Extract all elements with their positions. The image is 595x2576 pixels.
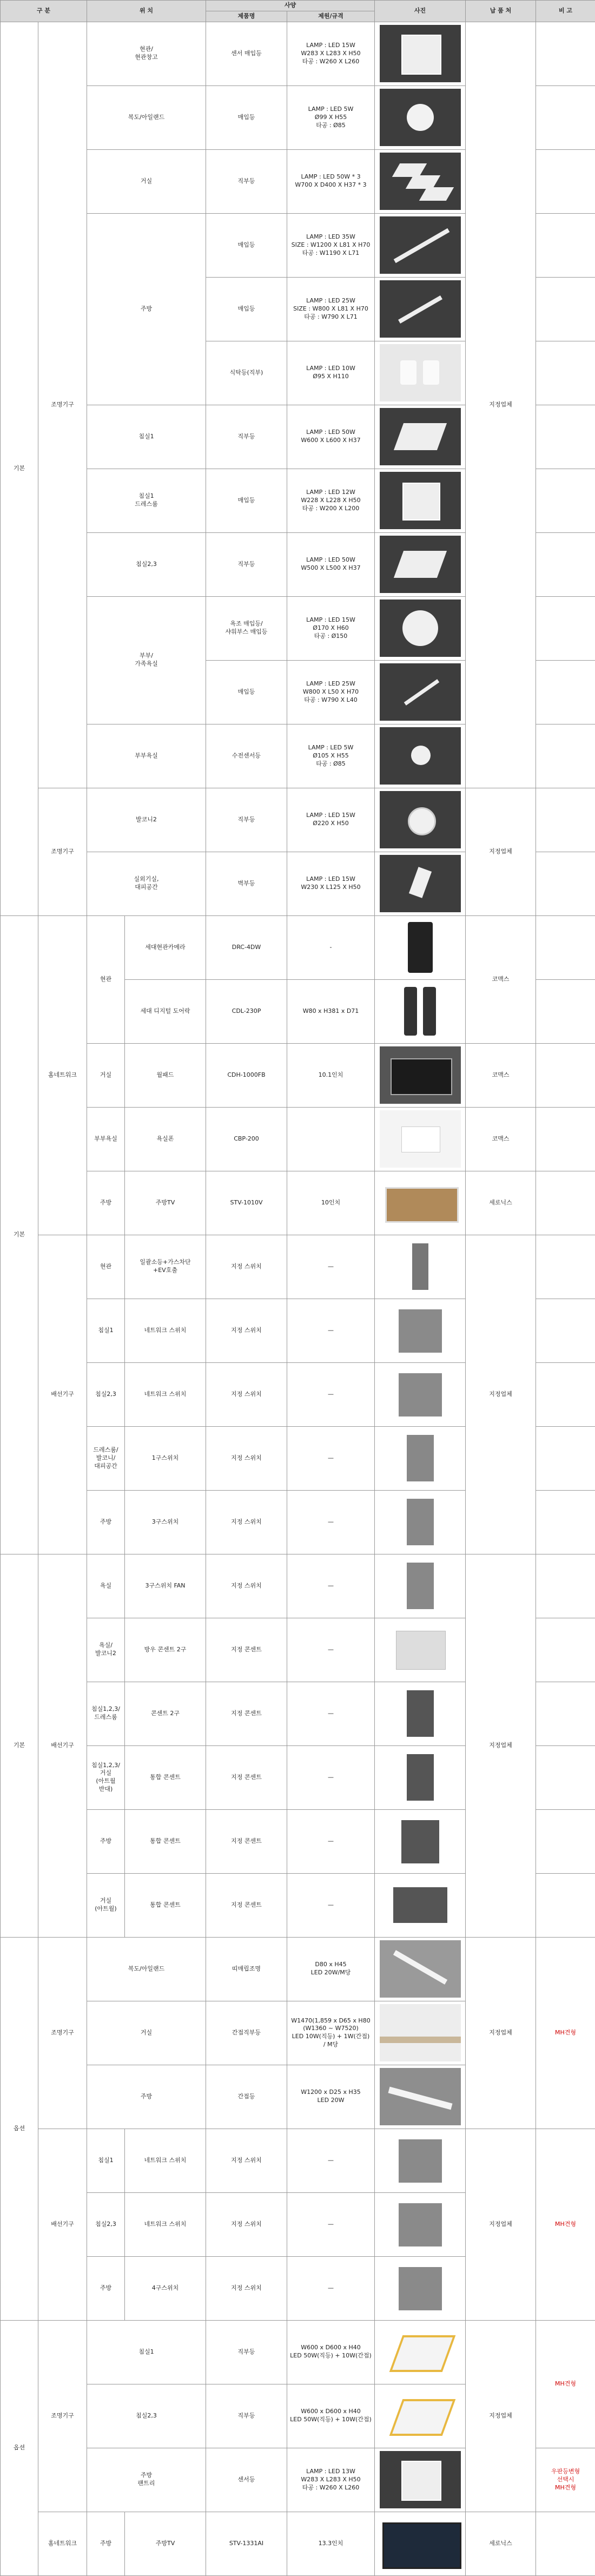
spec-cell: LAMP : LED 15W Ø220 X H50 xyxy=(287,788,375,852)
photo-cell xyxy=(375,2129,466,2192)
sub-cell: 일괄소등+가스차단 +EV호출 xyxy=(125,1235,206,1299)
product-photo xyxy=(380,408,461,465)
product-cell: 지정 스위치 xyxy=(206,1235,287,1299)
note-cell: MH견형 xyxy=(536,2129,595,2320)
photo-cell xyxy=(375,1873,466,1937)
vendor-cell: 지정업체 xyxy=(466,2129,536,2320)
note-cell xyxy=(536,85,595,149)
photo-cell xyxy=(375,1745,466,1809)
product-photo xyxy=(380,1940,461,1998)
location-cell: 주방 xyxy=(87,2512,125,2575)
photo-cell xyxy=(375,2384,466,2448)
product-photo xyxy=(380,1557,461,1615)
sub-cell: 3구스위치 xyxy=(125,1490,206,1554)
product-photo xyxy=(380,25,461,82)
spec-cell: LAMP : LED 50W W600 X L600 X H37 xyxy=(287,405,375,469)
vendor-cell: 지정업체 xyxy=(466,1235,536,1554)
spec-cell: — xyxy=(287,1618,375,1682)
vendor-cell: 지정업체 xyxy=(466,1554,536,1937)
note-cell xyxy=(536,979,595,1043)
photo-cell xyxy=(375,1426,466,1490)
photo-cell xyxy=(375,277,466,341)
spec-cell: LAMP : LED 25W SIZE : W800 X L81 X H70 타공 : W790 X L71 xyxy=(287,277,375,341)
product-cell: 지정 스위치 xyxy=(206,1362,287,1426)
photo-cell xyxy=(375,1554,466,1618)
group-cell: 배선기구 xyxy=(38,2129,87,2320)
location-cell: 침실1 xyxy=(87,1299,125,1362)
product-photo xyxy=(380,1429,461,1487)
product-cell: 센서 매입등 xyxy=(206,22,287,85)
product-cell: 간접등 xyxy=(206,2065,287,2129)
location-cell: 실외기실, 대피공간 xyxy=(87,852,206,915)
note-cell xyxy=(536,1043,595,1107)
location-cell: 현관 xyxy=(87,1235,125,1299)
location-cell: 거실 xyxy=(87,149,206,213)
product-photo xyxy=(380,1366,461,1423)
spec-cell: — xyxy=(287,1682,375,1745)
note-cell xyxy=(536,1299,595,1362)
product-photo xyxy=(380,2451,461,2508)
sub-cell: 욕실폰 xyxy=(125,1107,206,1171)
photo-cell xyxy=(375,2320,466,2384)
photo-cell xyxy=(375,2192,466,2256)
product-cell: 지정 스위치 xyxy=(206,1299,287,1362)
vendor-cell: 세로닉스 xyxy=(466,1171,536,1235)
product-photo xyxy=(380,153,461,210)
photo-cell xyxy=(375,2001,466,2065)
spec-cell: 13.3인치 xyxy=(287,2512,375,2575)
spec-cell: W600 x D600 x H40 LED 50W(직등) + 10W(간접) xyxy=(287,2320,375,2384)
photo-cell xyxy=(375,1362,466,1426)
note-cell xyxy=(536,1809,595,1873)
product-cell: 매입등 xyxy=(206,660,287,724)
sub-cell: 네트워크 스위치 xyxy=(125,2129,206,2192)
product-cell: 수전센서등 xyxy=(206,724,287,788)
note-cell xyxy=(536,596,595,660)
product-cell: 띠매립조명 xyxy=(206,1937,287,2001)
photo-cell xyxy=(375,532,466,596)
photo-cell xyxy=(375,1107,466,1171)
sub-cell: 네트워크 스위치 xyxy=(125,1299,206,1362)
product-photo xyxy=(380,791,461,848)
product-cell: 지정 콘센트 xyxy=(206,1618,287,1682)
note-cell xyxy=(536,405,595,469)
location-cell: 발코니2 xyxy=(87,788,206,852)
sub-cell: 네트워크 스위치 xyxy=(125,1362,206,1426)
product-photo xyxy=(380,1493,461,1551)
note-cell xyxy=(536,2512,595,2575)
note-cell xyxy=(536,213,595,277)
vendor-cell: 코맥스 xyxy=(466,1107,536,1171)
spec-cell: — xyxy=(287,2129,375,2192)
spec-cell: — xyxy=(287,1873,375,1937)
product-photo xyxy=(380,1110,461,1168)
product-photo xyxy=(380,2323,461,2381)
spec-cell: — xyxy=(287,1299,375,1362)
group-cell: 배선기구 xyxy=(38,1235,87,1554)
note-cell xyxy=(536,469,595,532)
spec-cell: W1470(1,859 x D65 x H80 (W1360 ~ W7520) LED 10W(직등) + 1W(간접) / M당 xyxy=(287,2001,375,2065)
photo-cell xyxy=(375,2512,466,2575)
note-cell xyxy=(536,915,595,979)
product-photo xyxy=(380,1813,461,1870)
location-cell: 현관 xyxy=(87,915,125,1043)
product-photo xyxy=(380,1621,461,1678)
product-photo xyxy=(380,1174,461,1231)
note-cell: MH견형 xyxy=(536,2320,595,2448)
photo-cell xyxy=(375,1490,466,1554)
vendor-cell: 지정업체 xyxy=(466,2320,536,2512)
photo-cell xyxy=(375,149,466,213)
group-cell: 조명기구 xyxy=(38,1937,87,2129)
spec-cell: — xyxy=(287,1235,375,1299)
note-cell xyxy=(536,788,595,852)
sub-cell: 세대현관카메라 xyxy=(125,915,206,979)
location-cell: 복도/아일랜드 xyxy=(87,1937,206,2001)
note-cell xyxy=(536,1745,595,1809)
header-division: 구 분 xyxy=(1,1,87,22)
location-cell: 주방 xyxy=(87,1490,125,1554)
group-cell: 배선기구 xyxy=(38,1554,87,1937)
product-cell: 직부등 xyxy=(206,2384,287,2448)
header-product: 제품명 xyxy=(206,11,287,22)
product-photo xyxy=(380,663,461,721)
product-cell: 지정 스위치 xyxy=(206,2192,287,2256)
photo-cell xyxy=(375,852,466,915)
photo-cell xyxy=(375,1618,466,1682)
header-model: 제원/규격 xyxy=(287,11,375,22)
vendor-cell: 지정업체 xyxy=(466,788,536,915)
location-cell: 침실2,3 xyxy=(87,1362,125,1426)
note-cell xyxy=(536,1554,595,1618)
note-cell xyxy=(536,852,595,915)
group-cell: 조명기구 xyxy=(38,788,87,915)
spec-cell: - xyxy=(287,915,375,979)
header-spec: 사양 xyxy=(206,1,375,11)
group-cell: 홈네트워크 xyxy=(38,2512,87,2575)
note-cell xyxy=(536,149,595,213)
spec-cell: LAMP : LED 12W W228 X L228 X H50 타공 : W200 X L200 xyxy=(287,469,375,532)
sub-cell: 통합 콘센트 xyxy=(125,1809,206,1873)
sub-cell: 3구스위치 FAN xyxy=(125,1554,206,1618)
product-cell: DRC-4DW xyxy=(206,915,287,979)
location-cell: 주방 xyxy=(87,2065,206,2129)
group-cell: 조명기구 xyxy=(38,22,87,788)
sub-cell: 주방TV xyxy=(125,1171,206,1235)
product-cell: 지정 스위치 xyxy=(206,1490,287,1554)
note-cell: 우판등변형 선택시 MH견형 xyxy=(536,2448,595,2512)
sub-cell: 세대 디지털 도어락 xyxy=(125,979,206,1043)
product-cell: 직부등 xyxy=(206,2320,287,2384)
spec-cell: LAMP : LED 10W Ø95 X H110 xyxy=(287,341,375,405)
product-cell: 지정 콘센트 xyxy=(206,1745,287,1809)
spec-cell: LAMP : LED 50W * 3 W700 X D400 X H37 * 3 xyxy=(287,149,375,213)
product-photo xyxy=(380,919,461,976)
photo-cell xyxy=(375,213,466,277)
product-cell: 센서등 xyxy=(206,2448,287,2512)
spec-cell: W80 x H381 x D71 xyxy=(287,979,375,1043)
photo-cell xyxy=(375,1937,466,2001)
location-cell: 주방 xyxy=(87,1171,125,1235)
spec-cell: — xyxy=(287,1554,375,1618)
division-cell: 기본 xyxy=(1,1554,38,1937)
location-cell: 욕실 xyxy=(87,1554,125,1618)
spec-cell: W600 x D600 x H40 LED 50W(직등) + 10W(간접) xyxy=(287,2384,375,2448)
product-photo xyxy=(380,2196,461,2253)
product-cell: CDH-1000FB xyxy=(206,1043,287,1107)
photo-cell xyxy=(375,405,466,469)
product-cell: 지정 스위치 xyxy=(206,1554,287,1618)
product-cell: CDL-230P xyxy=(206,979,287,1043)
product-cell: STV-1010V xyxy=(206,1171,287,1235)
vendor-cell: 코맥스 xyxy=(466,1043,536,1107)
photo-cell xyxy=(375,1809,466,1873)
note-cell xyxy=(536,1682,595,1745)
product-cell: 매입등 xyxy=(206,469,287,532)
product-cell: 욕조 매입등/ 샤워부스 매입등 xyxy=(206,596,287,660)
product-cell: 매입등 xyxy=(206,85,287,149)
spec-cell: — xyxy=(287,1362,375,1426)
photo-cell xyxy=(375,915,466,979)
vendor-cell: 세로닉스 xyxy=(466,2512,536,2575)
photo-cell xyxy=(375,2065,466,2129)
vendor-cell: 지정업체 xyxy=(466,1937,536,2129)
spec-cell: LAMP : LED 50W W500 X L500 X H37 xyxy=(287,532,375,596)
note-cell xyxy=(536,1362,595,1426)
location-cell: 주방 팬트리 xyxy=(87,2448,206,2512)
photo-cell xyxy=(375,724,466,788)
vendor-cell: 코맥스 xyxy=(466,915,536,1043)
note-cell: MH견형 xyxy=(536,1937,595,2129)
photo-cell xyxy=(375,341,466,405)
product-cell: STV-1331AI xyxy=(206,2512,287,2575)
spec-cell xyxy=(287,1107,375,1171)
location-cell: 부부/ 가족욕실 xyxy=(87,596,206,724)
photo-cell xyxy=(375,469,466,532)
product-photo xyxy=(380,2132,461,2189)
sub-cell: 4구스위치 xyxy=(125,2256,206,2320)
spec-cell: LAMP : LED 5W Ø105 X H55 타공 : Ø85 xyxy=(287,724,375,788)
product-cell: 직부등 xyxy=(206,149,287,213)
product-photo xyxy=(380,2387,461,2445)
group-cell: 홈네트워크 xyxy=(38,915,87,1235)
location-cell: 거실 xyxy=(87,1043,125,1107)
spec-cell: LAMP : LED 15W Ø170 X H60 타공 : Ø150 xyxy=(287,596,375,660)
product-photo xyxy=(380,855,461,912)
product-cell: 지정 스위치 xyxy=(206,2129,287,2192)
location-cell: 욕실/ 발코니2 xyxy=(87,1618,125,1682)
note-cell xyxy=(536,22,595,85)
note-cell xyxy=(536,660,595,724)
division-cell: 기본 xyxy=(1,22,38,915)
product-photo xyxy=(380,472,461,529)
spec-cell: LAMP : LED 35W SIZE : W1200 X L81 X H70 타공 : W1190 X L71 xyxy=(287,213,375,277)
product-cell: 직부등 xyxy=(206,532,287,596)
product-cell: 직부등 xyxy=(206,405,287,469)
spec-cell: LAMP : LED 25W W800 X L50 X H70 타공 : W790 X L40 xyxy=(287,660,375,724)
spec-cell: — xyxy=(287,1426,375,1490)
spec-cell: — xyxy=(287,1745,375,1809)
spec-cell: LAMP : LED 15W W283 X L283 X H50 타공 : W260 X L260 xyxy=(287,22,375,85)
product-photo xyxy=(380,1685,461,1742)
spec-cell: LAMP : LED 15W W230 X L125 X H50 xyxy=(287,852,375,915)
product-photo xyxy=(380,599,461,657)
spec-cell: — xyxy=(287,1490,375,1554)
location-cell: 침실1,2,3/ 드레스룸 xyxy=(87,1682,125,1745)
product-cell: 직부등 xyxy=(206,788,287,852)
location-cell: 침실1 xyxy=(87,2129,125,2192)
location-cell: 부부욕실 xyxy=(87,1107,125,1171)
spec-cell: LAMP : LED 13W W283 X L283 X H50 타공 : W260 X L260 xyxy=(287,2448,375,2512)
product-cell: 식탁등(직부) xyxy=(206,341,287,405)
note-cell xyxy=(536,1490,595,1554)
photo-cell xyxy=(375,1682,466,1745)
product-photo xyxy=(380,1876,461,1934)
photo-cell xyxy=(375,85,466,149)
product-photo xyxy=(380,1238,461,1295)
product-cell: 지정 스위치 xyxy=(206,1426,287,1490)
sub-cell: 콘센트 2구 xyxy=(125,1682,206,1745)
product-photo xyxy=(380,2004,461,2061)
product-photo xyxy=(380,89,461,146)
note-cell xyxy=(536,1107,595,1171)
division-cell: 기본 xyxy=(1,915,38,1554)
vendor-cell: 지정업체 xyxy=(466,22,536,788)
note-cell xyxy=(536,1873,595,1937)
location-cell: 침실1 xyxy=(87,405,206,469)
photo-cell xyxy=(375,1299,466,1362)
sub-cell: 주방TV xyxy=(125,2512,206,2575)
spec-cell: W1200 x D25 x H35 LED 20W xyxy=(287,2065,375,2129)
product-cell: 지정 콘센트 xyxy=(206,1682,287,1745)
location-cell: 침실2,3 xyxy=(87,532,206,596)
note-cell xyxy=(536,1235,595,1299)
product-photo xyxy=(380,2259,461,2317)
photo-cell xyxy=(375,1235,466,1299)
header-vendor: 납 품 처 xyxy=(466,1,536,22)
note-cell xyxy=(536,724,595,788)
product-cell: 간접직부등 xyxy=(206,2001,287,2065)
photo-cell xyxy=(375,596,466,660)
spec-cell: 10.1인치 xyxy=(287,1043,375,1107)
location-cell: 주방 xyxy=(87,213,206,405)
location-cell: 부부욕실 xyxy=(87,724,206,788)
location-cell: 거실 xyxy=(87,2001,206,2065)
location-cell: 드레스룸/ 발코니/ 대피공간 xyxy=(87,1426,125,1490)
location-cell: 현관/ 현관창고 xyxy=(87,22,206,85)
location-cell: 복도/아일랜드 xyxy=(87,85,206,149)
sub-cell: 네트워크 스위치 xyxy=(125,2192,206,2256)
location-cell: 거실 (아트월) xyxy=(87,1873,125,1937)
location-cell: 주방 xyxy=(87,2256,125,2320)
location-cell: 침실1 드레스룸 xyxy=(87,469,206,532)
spec-cell: — xyxy=(287,2256,375,2320)
header-photo: 사진 xyxy=(375,1,466,22)
product-photo xyxy=(380,280,461,338)
location-cell: 침실2,3 xyxy=(87,2192,125,2256)
product-photo xyxy=(380,216,461,274)
product-cell: 매입등 xyxy=(206,213,287,277)
spec-cell: — xyxy=(287,2192,375,2256)
photo-cell xyxy=(375,2448,466,2512)
spec-cell: LAMP : LED 5W Ø99 X H55 타공 : Ø85 xyxy=(287,85,375,149)
spec-cell: D80 x H45 LED 20W/M당 xyxy=(287,1937,375,2001)
note-cell xyxy=(536,532,595,596)
photo-cell xyxy=(375,979,466,1043)
sub-cell: 월패드 xyxy=(125,1043,206,1107)
product-cell: CBP-200 xyxy=(206,1107,287,1171)
spec-cell: — xyxy=(287,1809,375,1873)
product-photo xyxy=(380,1749,461,1806)
product-photo xyxy=(380,344,461,401)
product-cell: 매입등 xyxy=(206,277,287,341)
sub-cell: 방우 콘센트 2구 xyxy=(125,1618,206,1682)
location-cell: 침실1,2,3/ 거실 (아트월 반대) xyxy=(87,1745,125,1809)
photo-cell xyxy=(375,22,466,85)
spec-cell: 10인치 xyxy=(287,1171,375,1235)
product-cell: 벽부등 xyxy=(206,852,287,915)
product-photo xyxy=(380,2515,461,2572)
photo-cell xyxy=(375,2256,466,2320)
sub-cell: 통합 콘센트 xyxy=(125,1745,206,1809)
product-photo xyxy=(380,983,461,1040)
note-cell xyxy=(536,1171,595,1235)
product-cell: 지정 콘센트 xyxy=(206,1809,287,1873)
product-photo xyxy=(380,536,461,593)
sub-cell: 통합 콘센트 xyxy=(125,1873,206,1937)
note-cell xyxy=(536,1618,595,1682)
location-cell: 침실1 xyxy=(87,2320,206,2384)
product-cell: 지정 스위치 xyxy=(206,2256,287,2320)
product-photo xyxy=(380,1046,461,1104)
photo-cell xyxy=(375,660,466,724)
location-cell: 침실2,3 xyxy=(87,2384,206,2448)
product-photo xyxy=(380,2068,461,2125)
photo-cell xyxy=(375,1171,466,1235)
product-photo xyxy=(380,1302,461,1359)
location-cell: 주방 xyxy=(87,1809,125,1873)
photo-cell xyxy=(375,788,466,852)
product-cell: 지정 콘센트 xyxy=(206,1873,287,1937)
header-note: 비 고 xyxy=(536,1,595,22)
note-cell xyxy=(536,277,595,341)
group-cell: 조명기구 xyxy=(38,2320,87,2512)
photo-cell xyxy=(375,1043,466,1107)
note-cell xyxy=(536,1426,595,1490)
division-cell: 옵션 xyxy=(1,1937,38,2320)
division-cell: 옵션 xyxy=(1,2320,38,2575)
note-cell xyxy=(536,341,595,405)
product-photo xyxy=(380,727,461,785)
sub-cell: 1구스위치 xyxy=(125,1426,206,1490)
header-location: 위 치 xyxy=(87,1,206,22)
